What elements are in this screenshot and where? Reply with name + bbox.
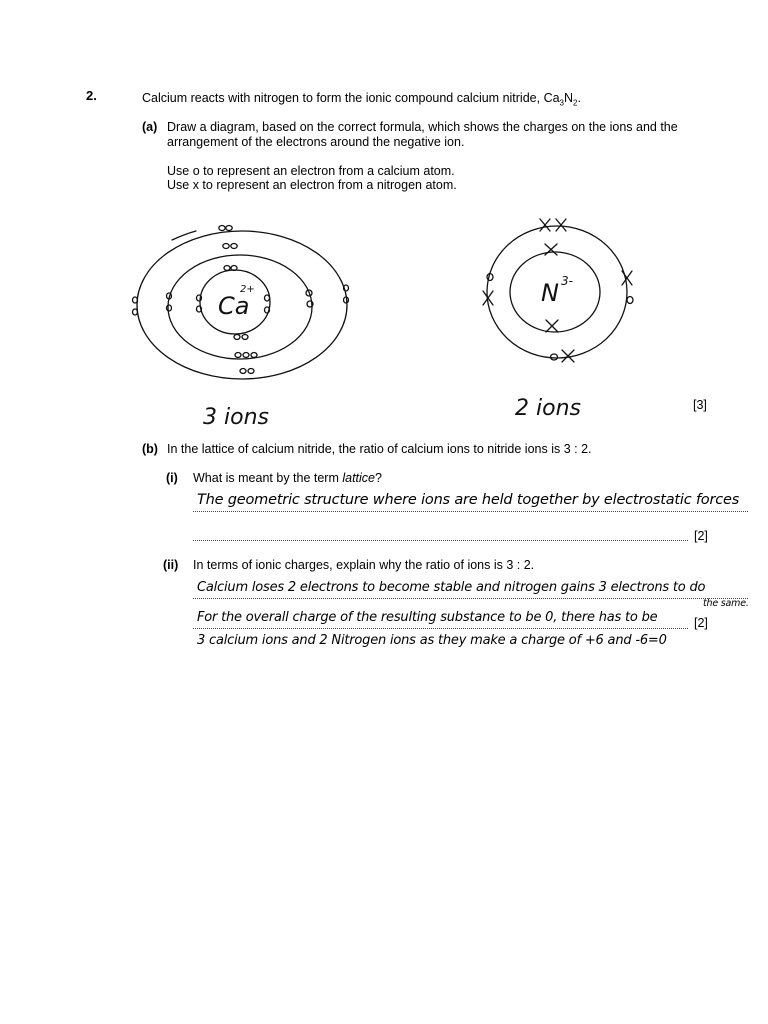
answer-line-ii-2 (193, 627, 688, 629)
lattice-term: lattice (342, 471, 376, 485)
intro-text: Calcium reacts with nitrogen to form the ionic compound calcium nitride, Ca (142, 91, 560, 105)
ca-caption: 3 ions (203, 405, 269, 430)
instruction-use-x: Use x to represent an electron from a nitrogen atom. (167, 178, 457, 192)
n-caption: 2 ions (515, 396, 581, 421)
ion-diagram (0, 0, 768, 440)
answer-ii-line2: For the overall charge of the resulting substance to be 0, there has to be (197, 610, 658, 625)
part-b-i-question (193, 471, 382, 486)
part-b-i-label: (i) (166, 471, 178, 485)
answer-line-i-2 (193, 539, 688, 541)
answer-ii-line1: Calcium loses 2 electrons to become stable and nitrogen gains 3 electrons to do (197, 580, 706, 595)
part-a-marks: [3] (693, 398, 707, 412)
formula-subscript-2: 2 (573, 98, 578, 108)
part-b-ii-question: In terms of ionic charges, explain why the ratio of ions is 3 : 2. (193, 558, 535, 572)
n-symbol: N (541, 279, 559, 307)
formula-n: N (564, 91, 574, 105)
answer-line-ii-1 (193, 597, 748, 599)
part-a-label: (a) (142, 120, 158, 134)
lattice-question-post: ? (375, 471, 382, 485)
part-b-ii-marks: [2] (694, 616, 708, 630)
part-b-ii-label: (ii) (163, 558, 179, 572)
part-b-i-marks: [2] (694, 529, 708, 543)
part-b-stem: In the lattice of calcium nitride, the ratio of calcium ions to nitride ions is 3 : 2. (167, 442, 592, 456)
ca-charge: 2+ (240, 284, 255, 295)
answer-i-line1: The geometric structure where ions are held together by electrostatic forces (197, 492, 740, 508)
answer-line-i-1 (193, 510, 748, 512)
part-a-line2: arrangement of the electrons around the negative ion. (167, 135, 465, 149)
lattice-question-pre: What is meant by the term (193, 471, 343, 485)
part-b-label: (b) (142, 442, 158, 456)
question-number: 2. (86, 88, 97, 103)
answer-ii-line1b: the same. (703, 598, 749, 609)
ca-stray-stroke (172, 231, 196, 240)
n-charge: 3- (561, 274, 573, 288)
intro-end: . (577, 91, 581, 105)
formula-subscript-1: 3 (559, 98, 564, 108)
ca-symbol: Ca (218, 292, 250, 320)
instruction-use-o: Use o to represent an electron from a calcium atom. (167, 164, 455, 178)
part-a-line1: Draw a diagram, based on the correct formula, which shows the charges on the ions and the (167, 120, 678, 134)
answer-ii-line3: 3 calcium ions and 2 Nitrogen ions as they make a charge of +6 and -6=0 (197, 633, 667, 648)
